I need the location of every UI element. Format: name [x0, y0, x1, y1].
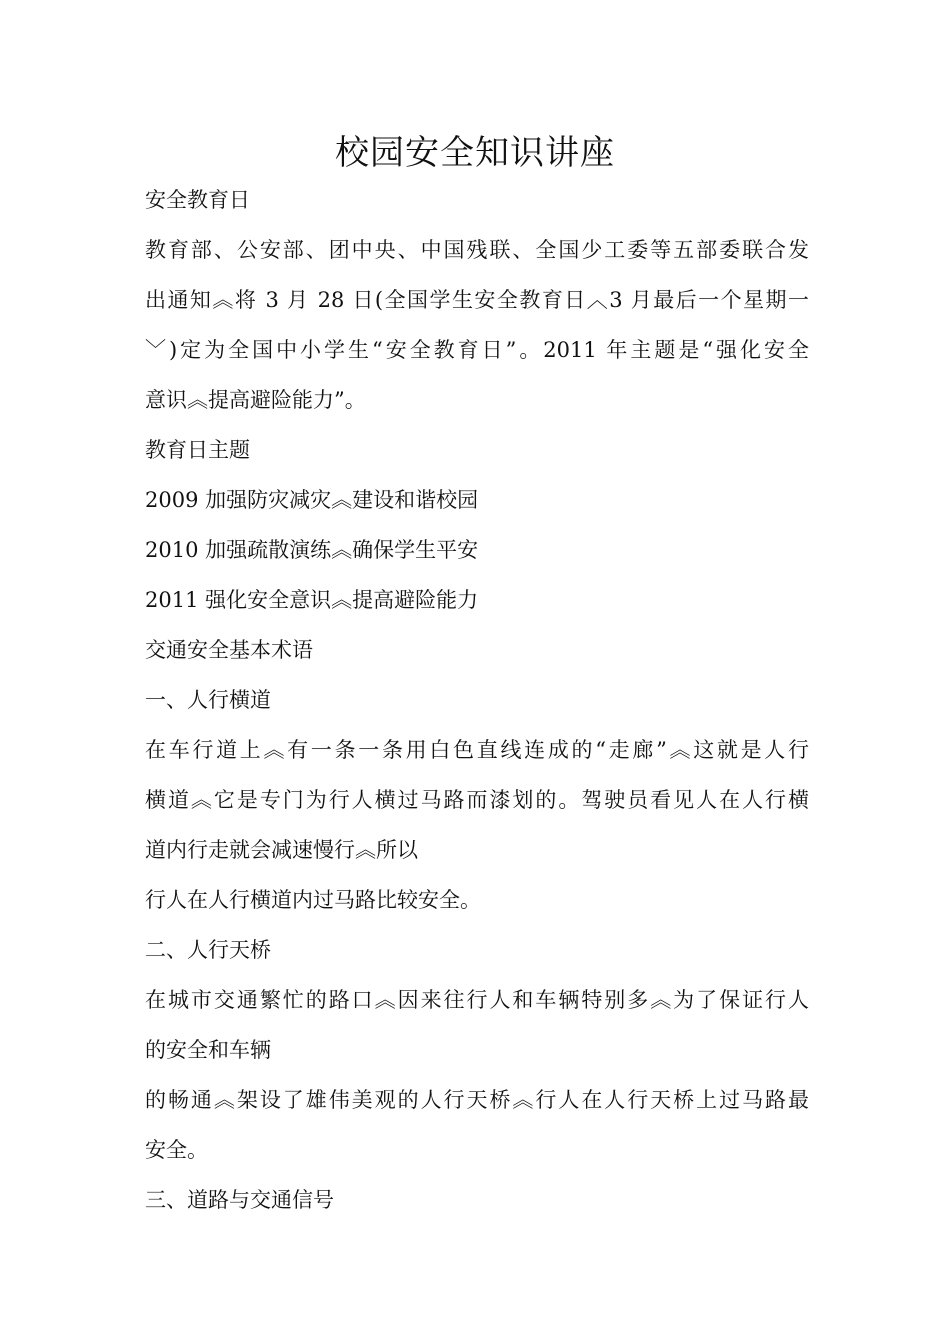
text-line: 横道︽它是专门为行人横过马路而漆划的。驾驶员看见人在人行横: [145, 788, 809, 812]
text-line: 意识︽提高避险能力”。: [145, 388, 366, 412]
text-line: 教育部、公安部、团中央、中国残联、全国少工委等五部委联合发: [145, 238, 809, 262]
text-line: 的畅通︽架设了雄伟美观的人行天桥︽行人在人行天桥上过马路最: [145, 1088, 809, 1112]
text-line: 教育日主题: [145, 438, 250, 462]
text-line: 出通知︽将 3 月 28 日(全国学生安全教育日︿3 月最后一个星期一: [145, 288, 809, 312]
document-title: 校园安全知识讲座: [335, 133, 615, 173]
text-line: 道内行走就会减速慢行︽所以: [145, 838, 418, 862]
document-body: [145, 175, 809, 1225]
text-line: 一、人行横道: [145, 688, 271, 712]
text-line: 在车行道上︽有一条一条用白色直线连成的“走廊”︽这就是人行: [145, 738, 809, 762]
text-line: 在城市交通繁忙的路口︽因来往行人和车辆特别多︽为了保证行人: [145, 988, 809, 1012]
text-line: 2010 加强疏散演练︽确保学生平安: [145, 538, 479, 562]
text-line: 2009 加强防灾减灾︽建设和谐校园: [145, 488, 479, 512]
text-line: 安全教育日: [145, 188, 250, 212]
text-line: 2011 强化安全意识︽提高避险能力: [145, 588, 479, 612]
text-line: 三、道路与交通信号: [145, 1188, 334, 1212]
text-line: 行人在人行横道内过马路比较安全。: [145, 888, 481, 912]
text-line: ﹀)定为全国中小学生“安全教育日”。2011 年主题是“强化安全: [145, 338, 809, 362]
text-line: 交通安全基本术语: [145, 638, 313, 662]
text-line: 二、人行天桥: [145, 938, 271, 962]
text-line: 安全。: [145, 1138, 208, 1162]
text-line: 的安全和车辆: [145, 1038, 271, 1062]
